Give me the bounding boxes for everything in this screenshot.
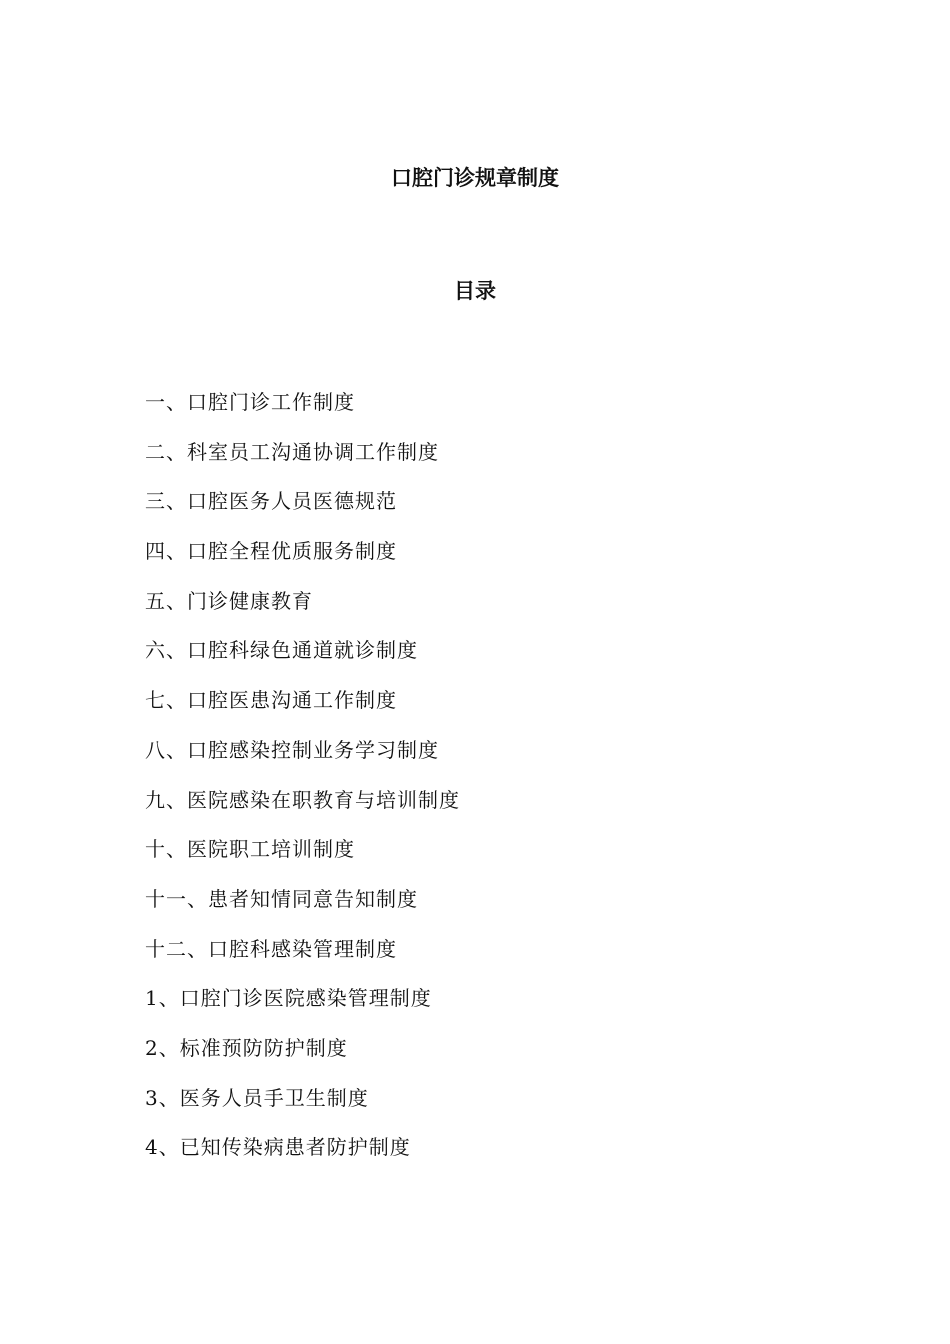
toc-item: 二、科室员工沟通协调工作制度 <box>145 439 439 464</box>
toc-item: 三、口腔医务人员医德规范 <box>145 489 397 514</box>
toc-item: 4、已知传染病患者防护制度 <box>145 1135 411 1160</box>
toc-item: 八、口腔感染控制业务学习制度 <box>145 737 439 762</box>
toc-item: 九、医院感染在职教育与培训制度 <box>145 787 460 812</box>
toc-item: 十二、口腔科感染管理制度 <box>145 936 397 961</box>
toc-heading: 目录 <box>454 278 496 303</box>
toc-item: 2、标准预防防护制度 <box>145 1035 348 1060</box>
toc-item: 1、口腔门诊医院感染管理制度 <box>145 986 432 1011</box>
toc-item: 十、医院职工培训制度 <box>145 837 355 862</box>
toc-item: 一、口腔门诊工作制度 <box>145 390 355 414</box>
toc-item: 七、口腔医患沟通工作制度 <box>145 688 397 713</box>
toc-item: 十一、患者知情同意告知制度 <box>145 886 418 911</box>
toc-item: 四、口腔全程优质服务制度 <box>145 539 397 564</box>
toc-item: 五、门诊健康教育 <box>145 588 313 613</box>
toc-list <box>145 386 460 1181</box>
toc-item: 六、口腔科绿色通道就诊制度 <box>145 638 418 663</box>
toc-item: 3、医务人员手卫生制度 <box>145 1085 369 1110</box>
document-title: 口腔门诊规章制度 <box>391 165 559 190</box>
